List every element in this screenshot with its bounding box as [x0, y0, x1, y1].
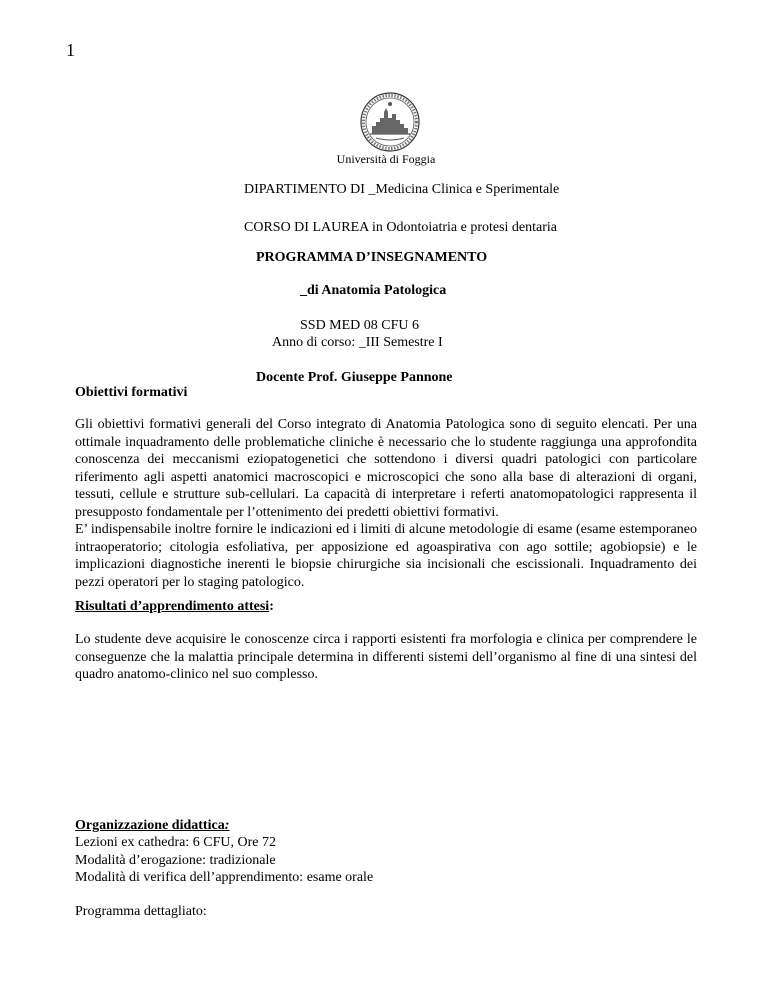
objectives-heading: Obiettivi formativi [75, 385, 188, 400]
subject-title: _di Anatomia Patologica [300, 283, 447, 298]
results-heading [75, 598, 274, 616]
organization-list [75, 834, 373, 887]
objectives-body [75, 416, 697, 591]
results-body: Lo studente deve acquisire le conoscenze circa i rapporti esistenti fra morfologia e clinica per comprendere le conseguenze che la malattia principale determina in differenti sistemi dell’organismo al fine di una sintesi del quadro anatomo-clinico nel suo complesso. [75, 632, 697, 682]
organization-line: Modalità di verifica dell’apprendimento: esame orale [75, 870, 374, 885]
organization-heading-text: Organizzazione didattica [75, 818, 225, 833]
ssd-cfu-line: SSD MED 08 CFU 6 [300, 318, 420, 333]
teacher-line: Docente Prof. Giuseppe Pannone [256, 370, 453, 385]
year-semester-line: Anno di corso: _III Semestre I [272, 335, 443, 350]
detailed-program-label: Programma dettagliato: [75, 904, 207, 919]
objectives-paragraph: Gli obiettivi formativi generali del Corso integrato di Anatomia Patologica sono di seguito elencati. Per una ottimale inquadramento delle problematiche cliniche è necessario che lo studente raggiunga una approfondita conoscenza dei meccanismi eziopatogenetici che sottendono i diversi quadri patologici con particolare riferimento agli aspetti anatomici macroscopici e microscopici che sono alla base di alterazioni di organi, tessuti, cellule e strutture sub-cellulari. La capacità di interpretare i referti anatomopatologici rappresenta il presupposto fondamentale per l’ottenimento dei predetti obiettivi formativi. [75, 417, 697, 520]
organization-line: Lezioni ex cathedra: 6 CFU, Ore 72 [75, 835, 276, 850]
organization-heading-colon: : [224, 818, 230, 833]
results-heading-text: Risultati d’apprendimento attesi [75, 599, 270, 614]
objectives-paragraph: E’ indispensabile inoltre fornire le indicazioni ed i limiti di alcune metodologie di esame (esame estemporaneo intraoperatorio; citologia esfoliativa, per apposizione ed agoaspirativa con ago sottile; agobiopsie) e le implicazioni diagnostiche inerenti le biopsie chirurgiche sia incisionali che escissionali. Inquadramento dei pezzi operatori per lo staging patologico. [75, 522, 697, 590]
department-line: DIPARTIMENTO DI _Medicina Clinica e Sperimentale [244, 182, 560, 197]
organization-heading [75, 817, 229, 835]
page-number: 1 [66, 40, 75, 60]
organization-line: Modalità d’erogazione: tradizionale [75, 852, 276, 868]
program-title: PROGRAMMA D’INSEGNAMENTO [256, 250, 488, 265]
course-line: CORSO DI LAUREA in Odontoiatria e protesi dentaria [244, 220, 558, 235]
results-heading-colon: : [269, 599, 274, 614]
university-name: Università di Foggia [336, 152, 436, 166]
